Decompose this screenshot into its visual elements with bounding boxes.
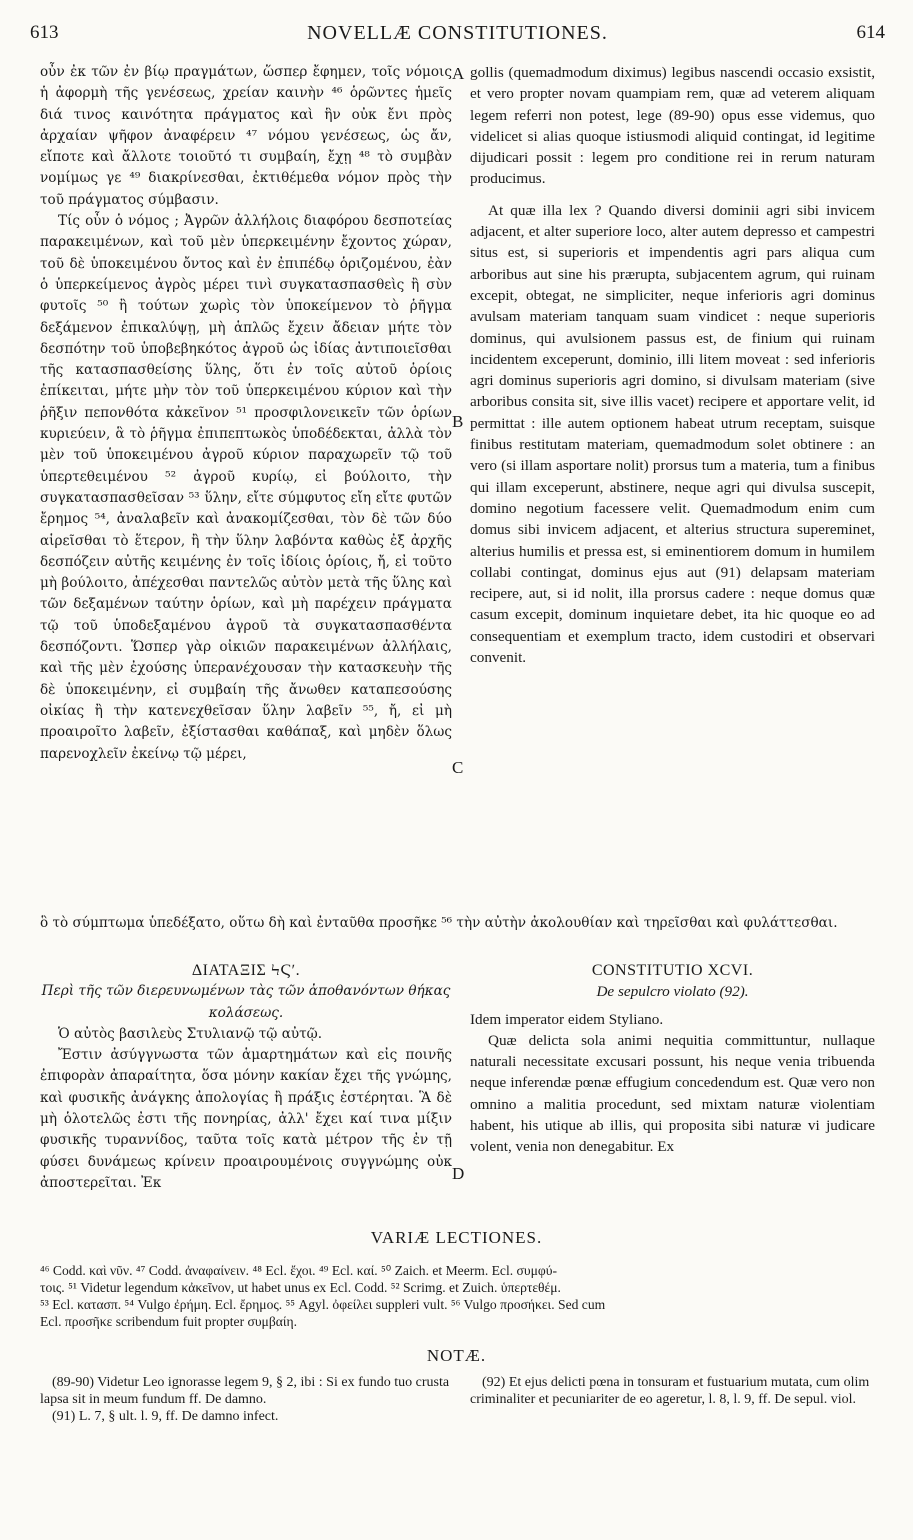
nota-92: (92) Et ejus delicti pœna in tonsuram et fustuarium mutata, cum olim criminaliter et pecuniariter de eo ageretur, l. 8, l. 9, ff. De sepul. viol. [470,1375,870,1407]
latin-paragraph-2: At quæ illa lex ? Quando diversi dominii agri sibi invicem adjacent, et alter superiore loco, alter autem depresso et campestri situs est, si superioris et impendentis agri pars aliqua cum arboribus aut sine his prærupta, subjacentem agrum, qui ruinam excepit, obtegat, ne simpliciter, neque inferioris agri dominus avulsam materiam tanquam suam vindicet : neque superioris dominus, qui avulsionem passus est, de finium qui ruinam incidentem exceperunt, dominio, illi litem moveat : sed inferioris agri dominus superioris agri domino, si divulsam materiam (sive arboribus consita sit, sive illis vacet) recipere et apportare velit, id permittat : ille autem optionem habeat utrum receptam, suisque finibus restitutam materiam, quemadmodum solet obtinere : an vero (si illam asportare nolit) prorsus tum a materia, tum a finibus qui illam exceperunt, abstinere, neque agri qui divulsa suscepit, domino negotium facessere velit. Quemadmodum enim cum domus sibi invicem adjacent, et alterius structura supereminet, alterius humilis et pressa est, si eminentiorem domum in humilem collabi contingat, dominus ejus aut (91) delapsam materiam recipere, aut, si id nolit, illa prorsus cadere : neque domus quæ casum excepit, dominum inquietare debet, ita hic quoque eo ad consequentiam et exemplum tracto, idem custodiri et observari convenit. [470,201,875,667]
margin-mark-b: B [452,412,464,431]
variae-line-4: Ecl. προσῆκε scribendum fuit propter συμβαίη. [40,1314,298,1329]
greek-column-lower [40,960,452,1194]
nota-91: (91) L. 7, § ult. l. 9, ff. De damno infect. [52,1409,279,1424]
latin-paragraph-1: gollis (quemadmodum diximus) legibus nascendi occasio exsistit, et vero propter novam quampiam rem, quæ ad veterem aliquam legem referri non potest, lege (89-90) opus esse videmus, quo videlicet si alias quoque istiusmodi aliquid contingat, id legitime dijudicari possit : legem pro conditione rei in rerum naturam producimus. [470,64,875,188]
latin-column-upper [470,62,875,668]
variae-lectiones-block [40,1262,880,1330]
notae-left-column [40,1374,452,1425]
greek-section-title: ΔΙΑΤΑΞΙΣ ϞϚʹ. [191,962,301,979]
variae-line-3: ⁵³ Ecl. κατασπ. ⁵⁴ Vulgo ἐρήμη. Ecl. ἔρημος. ⁵⁵ Agyl. ὀφείλει suppleri vult. ⁵⁶ Vulgo προσήκει. Sed cum [40,1297,606,1312]
running-title: NOVELLÆ CONSTITUTIONES. [307,22,608,44]
page-header [30,22,885,52]
notae-title: NOTÆ. [426,1346,487,1365]
latin-section-subtitle: De sepulcro violato (92). [596,983,749,1001]
latin-paragraph-3: Quæ delicta sola animi nequitia committuntur, nullaque naturali necessitate excusari possunt, his neque venia tribuenda neque inferendæ pœnæ effugium concedendum est. Quæ vero non omnino a malitia procedunt, sed mixtam naturæ violentiam habent, his utique ab illis, qui proposita sibi naturæ vi judicare volent, venia non denegabitur. Ex [470,1031,875,1156]
latin-section-title: CONSTITUTIO XCVI. [591,962,754,979]
variae-line-1: ⁴⁶ Codd. καὶ νῦν. ⁴⁷ Codd. ἀναφαίνειν. ⁴⁸ Ecl. ἔχοι. ⁴⁹ Ecl. καί. ⁵⁰ Zaich. et Meerm. Ecl. συμφύ- [40,1263,557,1278]
greek-paragraph-3: Ἔστιν ἀσύγγνωστα τῶν ἁμαρτημάτων καὶ εἰς ποινῆς ἐπιφορὰν ἀπαραίτητα, ὅσα μόνην κακίαν ἔχει τῆς γνώμης, καὶ φυσικῆς ἀνάγκης ἀπολογίας ἢ πράξις ἐστέρηται. Ἃ δὲ μὴ ὁλοτελῶς ἐστι τῆς πονηρίας, ἀλλ' ἔχει καί τινα μίξιν φυσικῆς τυραννίδος, ταῦτα τοῖς κατὰ μέτρον τῆς ἐν τῇ φύσει δυνάμεως κρίνειν προαιρουμένοις συγγνώμης οὐκ ἀποστερεῖται. Ἐκ [40,1047,452,1191]
margin-mark-a: A [452,64,465,83]
variae-line-2: τοις. ⁵¹ Videtur legendum κἀκεῖνον, ut habet unus ex Ecl. Codd. ⁵² Scrimg. et Zuich. ὑπερτεθέμ. [40,1280,561,1295]
margin-mark-c: C [452,758,464,777]
page-number-left: 613 [30,22,59,43]
greek-address: Ὁ αὐτὸς βασιλεὺς Στυλιανῷ τῷ αὐτῷ. [58,1025,323,1042]
margin-mark-d: D [452,1164,465,1183]
greek-section-subtitle: Περὶ τῆς τῶν διερευνωμένων τὰς τῶν ἀποθανόντων θήκας κολάσεως. [41,983,451,1021]
page-number-right: 614 [856,22,885,43]
greek-paragraph-1: οὖν ἐκ τῶν ἐν βίῳ πραγμάτων, ὥσπερ ἔφημεν, τοῖς νόμοις ἡ ἀφορμὴ τῆς γενέσεως, χρείαν καινὴν ⁴⁶ ὁρῶντες ἡμεῖς διά τινος καινότητα πράγματος καὶ ἣν οὐκ ἔνι πρὸς ἀρχαίαν ψῆφον ἀναφέρειν ⁴⁷ νόμου γενέσεως, ὡς ἄν, εἴποτε καὶ ἄλλοτε τοιοῦτό τι συμβαίη, ἔχῃ ⁴⁸ τὸ συμβὰν νομίμως γε ⁴⁹ διακρίνεσθαι, ἐκτιθέμεθα νόμον πρὸς τὴν τοῦ πράγματος σύμβασιν. [40,64,452,208]
greek-full-width-line: ὃ τὸ σύμπτωμα ὑπεδέξατο, οὕτω δὴ καὶ ἐνταῦθα προσῆκε ⁵⁶ τὴν αὐτὴν ἀκολουθίαν καὶ τηρεῖσθαι καὶ φυλάττεσθαι. [40,915,838,931]
greek-paragraph-2: Τίς οὖν ὁ νόμος ; Ἀγρῶν ἀλλήλοις διαφόρου δεσποτείας παρακειμένων, καὶ τοῦ μὲν ὑπερκειμένην ἔχοντος χώραν, τοῦ δὲ ὑποκειμένου ὄντος καὶ ἐν ἐπιπέδῳ ὁριζομένου, ἐὰν ὁ ὑπερκείμενος ἀγρὸς μέρει τινὶ συγκατασπασθεὶς ἢ σὺν φυτοῖς ⁵⁰ ἢ τούτων χωρὶς τὸν ὑποκείμενον τὸ ῥῆγμα δεξάμενον ἐπικαλύψῃ, μὴ ἁπλῶς ἔχειν ἄδειαν μήτε τὸν δεσπότην τοῦ ὑποβεβηκότος ἀγροῦ ὡς ἰδίας ἀντιποιεῖσθαι τῆς κατασπασθείσης ὕλης, ὅτι ἐν τοῖς αὐτοῦ ὁρίοις ἐπίκειται, μήτε μὴν τὸν τοῦ ὑπερκειμένου κύριον καὶ τὴν ῥῆξιν πεπονθότα κἀκεῖνον ⁵¹ προσφιλονεικεῖν τῶν ὁρίων κυριεύειν, ἃ τὸ ῥῆγμα ἐπιπεπτωκὸς ὑποδέδεκται, ἀλλὰ τὸν μὲν τοῦ ὑποκειμένου ἀγροῦ κύριον παραχωρεῖν τῷ τοῦ ὑπερτεθειμένου ⁵² ἀγροῦ κυρίῳ, εἰ βούλοιτο, τὴν συγκατασπασθεῖσαν ⁵³ ὕλην, εἴτε σύμφυτος εἴη εἴτε φυτῶν ἔρημος ⁵⁴, ἀναλαβεῖν καὶ ἀνακομίζεσθαι, τὸν δὲ τῶν δύο αἱρεῖσθαι τὸ ἕτερον, ἢ τὴν ὕλην λαβόντα καθὼς ἐξ ἀρχῆς δεσπόζειν αὐτῆς κειμένης ἐν τοῖς ἰδίοις ὁρίοις, ἤ, εἰ τοῦτο μὴ βούλοιτο, ἀπέχεσθαι παντελῶς αὐτὸν μετὰ τῆς ὕλης καὶ τῶν δεξαμένων ταύτην ὁρίων, καὶ μὴ παρέχειν πράγματα τῷ τοῦ ὑποδεξαμένου ἀγροῦ τὰ συγκατασπασθέντα δεσπόζοντι. Ὥσπερ γὰρ οἰκιῶν παρακειμένων ἀλλήλαις, καὶ τῆς μὲν ἐχούσης ὑπερανέχουσαν τὴν κατασκευὴν τῆς δὲ ὑποκειμένην, εἰ συμβαίη τῆς ἄνωθεν καταπεσούσης οἰκίας ἢ τὴν κατενεχθεῖσαν ὕλην λαβεῖν ⁵⁵, ἤ, εἰ μὴ προαιροῖτο λαβεῖν, ἐξίστασθαι καθάπαξ, καὶ μηδὲν ὅλως παρενοχλεῖν ἐκείνῳ τῷ μέρει, [40,213,452,762]
variae-lectiones-title: VARIÆ LECTIONES. [370,1228,543,1247]
notae-right-column [470,1374,875,1408]
nota-89-90: (89-90) Videtur Leo ignorasse legem 9, § 2, ibi : Si ex fundo tuo crusta lapsa sit in meum fundum ff. De damno. [40,1375,450,1407]
greek-column-upper [40,62,452,765]
latin-address: Idem imperator eidem Styliano. [470,1010,664,1028]
latin-column-lower [470,960,875,1158]
